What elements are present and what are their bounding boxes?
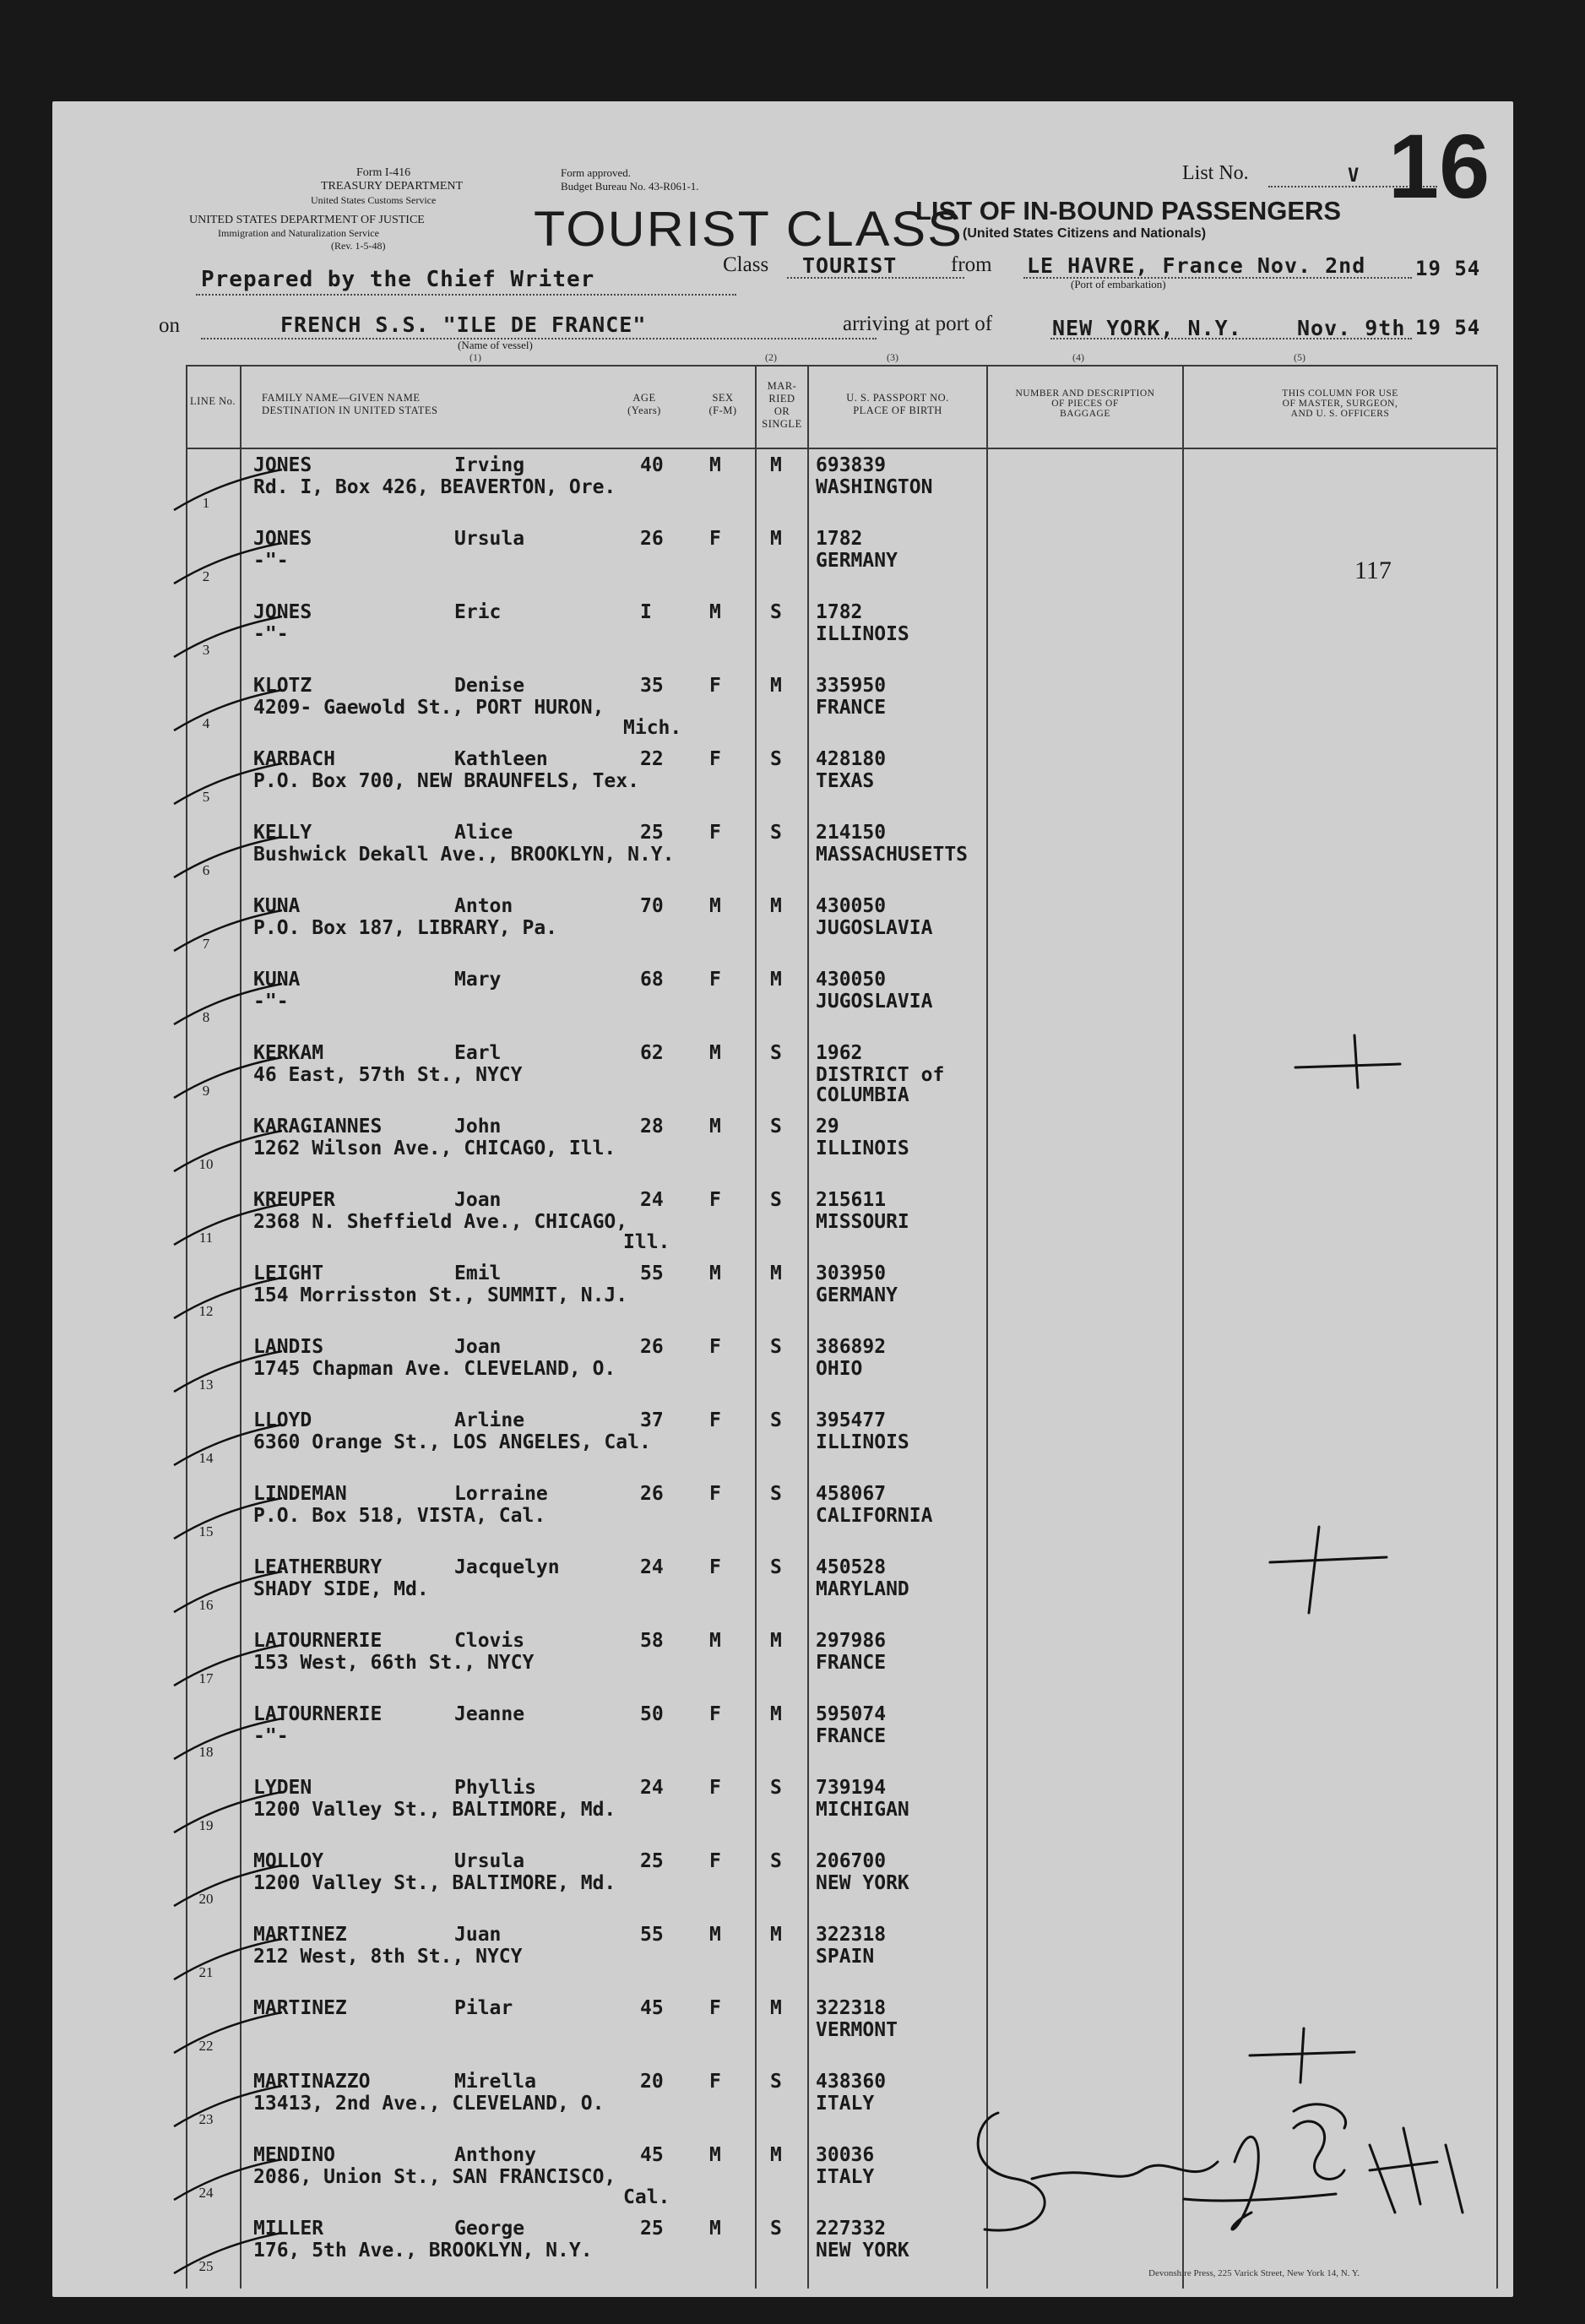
- given-name: Lorraine: [454, 1483, 548, 1505]
- line-number: 14: [198, 1450, 214, 1466]
- destination: 212 West, 8th St., NYCY: [253, 1946, 523, 1968]
- place-of-birth: ILLINOIS: [816, 1431, 909, 1453]
- given-name: Kathleen: [454, 748, 548, 770]
- given-name: Pilar: [454, 1997, 513, 2019]
- sex: F: [709, 748, 721, 770]
- line-number: 22: [198, 2038, 214, 2054]
- from-label: from: [951, 253, 992, 276]
- sex: M: [709, 1262, 721, 1284]
- sex: F: [709, 2071, 721, 2093]
- place-of-birth: NEW YORK: [816, 2240, 909, 2262]
- place-of-birth: ITALY: [816, 2166, 875, 2188]
- marital-status: S: [770, 1777, 782, 1799]
- passport-no: 430050: [816, 895, 887, 917]
- line-number: 23: [198, 2111, 214, 2127]
- given-name: Arline: [454, 1409, 525, 1431]
- family-name: MILLER: [253, 2218, 324, 2240]
- destination-cont: Cal.: [623, 2186, 670, 2208]
- on-label: on: [159, 314, 180, 337]
- destination: 2368 N. Sheffield Ave., CHICAGO,: [253, 1211, 628, 1233]
- passport-no: 693839: [816, 454, 887, 476]
- given-name: Anthony: [454, 2144, 536, 2166]
- sex: M: [709, 1924, 721, 1946]
- family-name: KUNA: [253, 969, 301, 991]
- family-name: LLOYD: [253, 1409, 312, 1431]
- sex: M: [709, 1042, 721, 1064]
- form-number: Form I-416: [356, 166, 411, 179]
- given-name: Earl: [454, 1042, 502, 1064]
- family-name: MENDINO: [253, 2144, 335, 2166]
- col-header-baggage: NUMBER AND DESCRIPTION OF PIECES OF BAGGAGE: [1015, 388, 1155, 419]
- destination: -"-: [253, 623, 289, 645]
- given-name: Denise: [454, 675, 525, 697]
- line-number: 10: [198, 1156, 214, 1172]
- line-number: 18: [198, 1744, 214, 1760]
- marital-status: S: [770, 822, 782, 844]
- destination: 153 West, 66th St., NYCY: [253, 1652, 535, 1674]
- line-number: 20: [198, 1891, 214, 1907]
- given-name: Joan: [454, 1189, 502, 1211]
- passport-no: 1962: [816, 1042, 863, 1064]
- destination: 176, 5th Ave., BROOKLYN, N.Y.: [253, 2240, 593, 2262]
- sex: F: [709, 969, 721, 991]
- arriving-year: 19 54: [1415, 316, 1481, 339]
- family-name: LANDIS: [253, 1336, 324, 1358]
- given-name: Phyllis: [454, 1777, 536, 1799]
- destination: SHADY SIDE, Md.: [253, 1578, 429, 1600]
- dept-treasury: TREASURY DEPARTMENT: [321, 180, 464, 193]
- age: 40: [640, 454, 664, 476]
- col-header-name: FAMILY NAME—GIVEN NAME DESTINATION IN UNITED STATES: [262, 392, 438, 416]
- line-number: 12: [198, 1303, 214, 1319]
- given-name: Mary: [454, 969, 502, 991]
- line-number: 25: [198, 2258, 214, 2274]
- class-label: Class: [723, 253, 769, 276]
- given-name: Ursula: [454, 1850, 525, 1872]
- destination: 1200 Valley St., BALTIMORE, Md.: [253, 1872, 616, 1894]
- place-of-birth: ILLINOIS: [816, 623, 909, 645]
- given-name: Clovis: [454, 1630, 525, 1652]
- age: 22: [640, 748, 664, 770]
- class-value: TOURIST: [802, 253, 898, 278]
- family-name: LEATHERBURY: [253, 1556, 383, 1578]
- sex: F: [709, 1703, 721, 1725]
- age: I: [640, 601, 652, 623]
- sex: M: [709, 454, 721, 476]
- marital-status: S: [770, 2218, 782, 2240]
- col-num: (2): [765, 351, 777, 363]
- col-header-age: AGE (Years): [627, 392, 661, 416]
- sex: F: [709, 1336, 721, 1358]
- col-num: (3): [887, 351, 898, 363]
- given-name: Anton: [454, 895, 513, 917]
- destination: 4209- Gaewold St., PORT HURON,: [253, 697, 605, 719]
- family-name: JONES: [253, 528, 312, 550]
- revision: (Rev. 1-5-48): [331, 240, 386, 252]
- line-number: 9: [202, 1083, 210, 1099]
- line-number: 4: [202, 715, 210, 731]
- line-number: 6: [202, 862, 210, 878]
- sex: M: [709, 601, 721, 623]
- place-of-birth: VERMONT: [816, 2019, 898, 2041]
- from-year: 19 54: [1415, 257, 1481, 280]
- marital-status: M: [770, 528, 782, 550]
- place-of-birth: GERMANY: [816, 1284, 898, 1306]
- line-number: 2: [202, 568, 210, 584]
- marital-status: S: [770, 1042, 782, 1064]
- sex: F: [709, 1483, 721, 1505]
- destination: P.O. Box 187, LIBRARY, Pa.: [253, 917, 558, 939]
- place-of-birth: SPAIN: [816, 1946, 875, 1968]
- line-number: 21: [198, 1964, 214, 1980]
- given-name: John: [454, 1116, 502, 1138]
- sex: M: [709, 1116, 721, 1138]
- place-of-birth: MISSOURI: [816, 1211, 909, 1233]
- marital-status: M: [770, 1703, 782, 1725]
- family-name: KERKAM: [253, 1042, 324, 1064]
- age: 24: [640, 1556, 664, 1578]
- place-of-birth: JUGOSLAVIA: [816, 991, 933, 1013]
- destination: 1745 Chapman Ave. CLEVELAND, O.: [253, 1358, 616, 1380]
- age: 35: [640, 675, 664, 697]
- destination-cont: Ill.: [623, 1231, 670, 1253]
- destination: 46 East, 57th St., NYCY: [253, 1064, 523, 1086]
- place-of-birth: TEXAS: [816, 770, 875, 792]
- passport-no: 335950: [816, 675, 887, 697]
- place-of-birth: FRANCE: [816, 1652, 887, 1674]
- marital-status: M: [770, 675, 782, 697]
- destination: 1262 Wilson Ave., CHICAGO, Ill.: [253, 1138, 616, 1159]
- destination: -"-: [253, 991, 289, 1013]
- age: 62: [640, 1042, 664, 1064]
- arriving-label: arriving at port of: [843, 312, 993, 335]
- destination: -"-: [253, 1725, 289, 1747]
- ins-service: Immigration and Naturalization Service: [218, 227, 379, 239]
- sex: M: [709, 2144, 721, 2166]
- age: 26: [640, 1483, 664, 1505]
- sex: F: [709, 1409, 721, 1431]
- marital-status: S: [770, 1409, 782, 1431]
- sex: F: [709, 675, 721, 697]
- passport-no: 30036: [816, 2144, 875, 2166]
- form-title: LIST OF IN-BOUND PASSENGERS: [915, 196, 1342, 225]
- place-of-birth: WASHINGTON: [816, 476, 933, 498]
- passport-no: 430050: [816, 969, 887, 991]
- sex: M: [709, 1630, 721, 1652]
- passport-no: 386892: [816, 1336, 887, 1358]
- marital-status: M: [770, 1630, 782, 1652]
- line-number: 7: [202, 936, 210, 952]
- passport-no: 739194: [816, 1777, 887, 1799]
- col-num: (4): [1072, 351, 1084, 363]
- marital-status: M: [770, 895, 782, 917]
- family-name: KARAGIANNES: [253, 1116, 383, 1138]
- family-name: JONES: [253, 454, 312, 476]
- sex: F: [709, 1850, 721, 1872]
- marital-status: M: [770, 454, 782, 476]
- destination-cont: Mich.: [623, 717, 682, 739]
- line-number: 1: [202, 495, 210, 511]
- list-no-label: List No.: [1182, 162, 1249, 184]
- marital-status: S: [770, 1556, 782, 1578]
- marital-status: S: [770, 1850, 782, 1872]
- given-name: Eric: [454, 601, 502, 623]
- given-name: Jeanne: [454, 1703, 525, 1725]
- destination: 6360 Orange St., LOS ANGELES, Cal.: [253, 1431, 651, 1453]
- marital-status: S: [770, 601, 782, 623]
- place-of-birth: ILLINOIS: [816, 1138, 909, 1159]
- line-number: 8: [202, 1009, 210, 1025]
- age: 68: [640, 969, 664, 991]
- marital-status: S: [770, 2071, 782, 2093]
- line-number: 3: [202, 642, 210, 658]
- tourist-class-stamp: TOURIST CLASS: [534, 202, 964, 257]
- dept-justice: UNITED STATES DEPARTMENT OF JUSTICE: [189, 214, 425, 226]
- passport-no: 297986: [816, 1630, 887, 1652]
- age: 55: [640, 1262, 664, 1284]
- printer-footer: Devonshire Press, 225 Varick Street, New York 14, N. Y.: [1148, 2268, 1360, 2278]
- port-embarkation-caption: (Port of embarkation): [1071, 278, 1166, 290]
- age: 58: [640, 1630, 664, 1652]
- family-name: LYDEN: [253, 1777, 312, 1799]
- place-of-birth: MARYLAND: [816, 1578, 909, 1600]
- age: 26: [640, 528, 664, 550]
- family-name: KELLY: [253, 822, 312, 844]
- line-number: 13: [198, 1376, 214, 1393]
- family-name: KUNA: [253, 895, 301, 917]
- family-name: LINDEMAN: [253, 1483, 347, 1505]
- given-name: Jacquelyn: [454, 1556, 560, 1578]
- age: 55: [640, 1924, 664, 1946]
- family-name: KREUPER: [253, 1189, 335, 1211]
- passport-no: 1782: [816, 601, 863, 623]
- col-header-officers: THIS COLUMN FOR USE OF MASTER, SURGEON, AND U. S. OFFICERS: [1282, 388, 1398, 419]
- list-no-prefix: V: [1348, 166, 1360, 187]
- age: 50: [640, 1703, 664, 1725]
- age: 70: [640, 895, 664, 917]
- sex: F: [709, 528, 721, 550]
- destination: P.O. Box 700, NEW BRAUNFELS, Tex.: [253, 770, 639, 792]
- marital-status: S: [770, 1483, 782, 1505]
- place-of-birth: FRANCE: [816, 1725, 887, 1747]
- list-number: 16: [1388, 115, 1490, 217]
- place-of-birth: FRANCE: [816, 697, 887, 719]
- age: 25: [640, 822, 664, 844]
- given-name: Ursula: [454, 528, 525, 550]
- vessel-name: FRENCH S.S. "ILE DE FRANCE": [280, 312, 647, 337]
- form-approved: Form approved.: [561, 166, 632, 179]
- line-number: 17: [198, 1670, 214, 1686]
- place-of-birth: JUGOSLAVIA: [816, 917, 933, 939]
- age: 45: [640, 1997, 664, 2019]
- marital-status: M: [770, 2144, 782, 2166]
- passport-no: 595074: [816, 1703, 887, 1725]
- customs-service: United States Customs Service: [311, 194, 437, 206]
- marital-status: S: [770, 1116, 782, 1138]
- destination: -"-: [253, 550, 289, 572]
- prepared-by: Prepared by the Chief Writer: [201, 267, 595, 292]
- age: 45: [640, 2144, 664, 2166]
- destination: 13413, 2nd Ave., CLEVELAND, O.: [253, 2093, 605, 2115]
- place-of-birth-cont: COLUMBIA: [816, 1084, 909, 1106]
- destination: 154 Morrisston St., SUMMIT, N.J.: [253, 1284, 628, 1306]
- col-header-line-no: LINE No.: [190, 395, 236, 407]
- sex: F: [709, 1777, 721, 1799]
- place-of-birth: OHIO: [816, 1358, 863, 1380]
- age: 25: [640, 2218, 664, 2240]
- passport-no: 227332: [816, 2218, 887, 2240]
- family-name: MARTINAZZO: [253, 2071, 371, 2093]
- passport-no: 206700: [816, 1850, 887, 1872]
- age: 37: [640, 1409, 664, 1431]
- passport-no: 303950: [816, 1262, 887, 1284]
- sex: F: [709, 1997, 721, 2019]
- passport-no: 1782: [816, 528, 863, 550]
- destination: Rd. I, Box 426, BEAVERTON, Ore.: [253, 476, 616, 498]
- col-header-passport: U. S. PASSPORT NO. PLACE OF BIRTH: [846, 392, 949, 416]
- sex: M: [709, 2218, 721, 2240]
- age: 25: [640, 1850, 664, 1872]
- line-number: 19: [198, 1817, 214, 1833]
- vessel-caption: (Name of vessel): [458, 339, 533, 351]
- age: 28: [640, 1116, 664, 1138]
- family-name: LATOURNERIE: [253, 1703, 383, 1725]
- place-of-birth: GERMANY: [816, 550, 898, 572]
- passport-no: 395477: [816, 1409, 887, 1431]
- family-name: MARTINEZ: [253, 1997, 347, 2019]
- age: 26: [640, 1336, 664, 1358]
- passport-no: 322318: [816, 1997, 887, 2019]
- passport-no: 450528: [816, 1556, 887, 1578]
- marital-status: S: [770, 1336, 782, 1358]
- col-num: (1): [470, 351, 481, 363]
- destination: P.O. Box 518, VISTA, Cal.: [253, 1505, 546, 1527]
- sex: F: [709, 1556, 721, 1578]
- line-number: 16: [198, 1597, 214, 1613]
- marital-status: M: [770, 1262, 782, 1284]
- form-subtitle: (United States Citizens and Nationals): [963, 226, 1207, 241]
- place-of-birth: MICHIGAN: [816, 1799, 909, 1821]
- given-name: Joan: [454, 1336, 502, 1358]
- place-of-birth: CALIFORNIA: [816, 1505, 933, 1527]
- budget-bureau: Budget Bureau No. 43-R061-1.: [561, 180, 699, 193]
- family-name: KARBACH: [253, 748, 335, 770]
- arriving-port: NEW YORK, N.Y.: [1052, 316, 1242, 340]
- sex: M: [709, 895, 721, 917]
- officer-note: 117: [1354, 557, 1392, 584]
- family-name: LATOURNERIE: [253, 1630, 383, 1652]
- given-name: Emil: [454, 1262, 502, 1284]
- age: 20: [640, 2071, 664, 2093]
- family-name: MOLLOY: [253, 1850, 324, 1872]
- given-name: Alice: [454, 822, 513, 844]
- destination: Bushwick Dekall Ave., BROOKLYN, N.Y.: [253, 844, 675, 866]
- passport-no: 214150: [816, 822, 887, 844]
- manifest-page: [52, 101, 1513, 2297]
- place-of-birth: NEW YORK: [816, 1872, 909, 1894]
- marital-status: S: [770, 1189, 782, 1211]
- place-of-birth: ITALY: [816, 2093, 875, 2115]
- given-name: George: [454, 2218, 525, 2240]
- col-header-married: MAR- RIED OR SINGLE: [762, 380, 802, 430]
- line-number: 15: [198, 1523, 214, 1539]
- passport-no: 428180: [816, 748, 887, 770]
- line-number: 24: [198, 2185, 214, 2201]
- passport-no: 29: [816, 1116, 839, 1138]
- handwriting-overlay: [52, 101, 1513, 2297]
- passport-no: 215611: [816, 1189, 887, 1211]
- arriving-date: Nov. 9th: [1297, 316, 1406, 340]
- passport-no: 458067: [816, 1483, 887, 1505]
- col-num: (5): [1294, 351, 1305, 363]
- given-name: Irving: [454, 454, 525, 476]
- given-name: Juan: [454, 1924, 502, 1946]
- age: 24: [640, 1189, 664, 1211]
- destination: 1200 Valley St., BALTIMORE, Md.: [253, 1799, 616, 1821]
- sex: F: [709, 822, 721, 844]
- col-header-sex: SEX (F-M): [708, 392, 737, 416]
- place-of-birth: MASSACHUSETTS: [816, 844, 969, 866]
- marital-status: M: [770, 969, 782, 991]
- marital-status: S: [770, 748, 782, 770]
- family-name: KLOTZ: [253, 675, 312, 697]
- given-name: Mirella: [454, 2071, 536, 2093]
- age: 24: [640, 1777, 664, 1799]
- sex: F: [709, 1189, 721, 1211]
- passport-no: 438360: [816, 2071, 887, 2093]
- line-number: 5: [202, 789, 210, 805]
- family-name: MARTINEZ: [253, 1924, 347, 1946]
- passport-no: 322318: [816, 1924, 887, 1946]
- family-name: LEIGHT: [253, 1262, 324, 1284]
- place-of-birth: DISTRICT of: [816, 1064, 945, 1086]
- marital-status: M: [770, 1924, 782, 1946]
- destination: 2086, Union St., SAN FRANCISCO,: [253, 2166, 616, 2188]
- from-value: LE HAVRE, France Nov. 2nd: [1027, 253, 1366, 278]
- line-number: 11: [198, 1230, 214, 1246]
- marital-status: M: [770, 1997, 782, 2019]
- family-name: JONES: [253, 601, 312, 623]
